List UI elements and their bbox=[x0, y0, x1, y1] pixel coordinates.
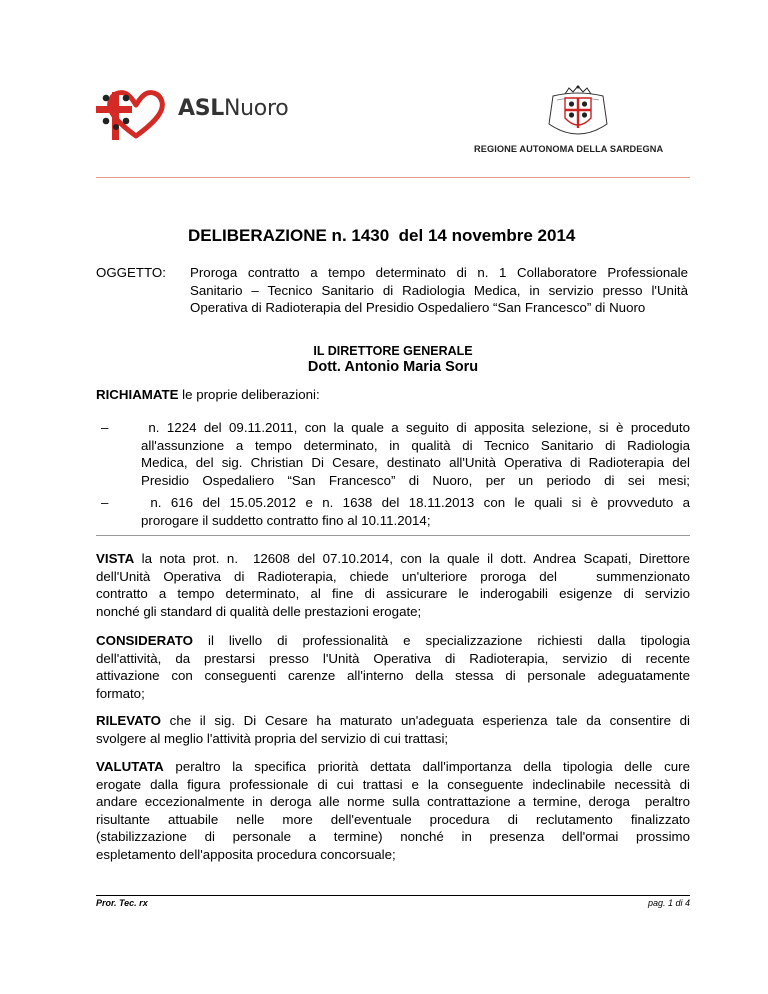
oggetto-line: Operativa di Radioterapia del Presidio Ospedaliero “San Francesco” di Nuoro bbox=[190, 300, 646, 316]
paragraph-line: dell'attività, da prestarsi presso l'Unità Operativa di Radioterapia, servizio di recente bbox=[96, 650, 690, 666]
richiamate-paragraph bbox=[96, 386, 690, 404]
paragraph-line: attivazione con conseguenti carenze all'interno della stessa di personale adeguatamente bbox=[96, 668, 690, 684]
bullet-dash: – bbox=[101, 420, 109, 435]
oggetto-text bbox=[190, 264, 688, 317]
richiamate-keyword: RICHIAMATE bbox=[96, 387, 179, 402]
director-name: Dott. Antonio Maria Soru bbox=[307, 359, 479, 375]
richiamate-text: le proprie deliberazioni: bbox=[178, 387, 320, 402]
paragraph-line: espletamento dell'apposita procedura concorsuale; bbox=[96, 846, 396, 862]
paragraph-line: peraltro la specifica priorità dettata dall'importanza della tipologia delle cure bbox=[163, 759, 690, 774]
page-number: pag. 1 di 4 bbox=[647, 898, 690, 908]
director-block bbox=[96, 344, 690, 376]
region-logo bbox=[470, 84, 690, 156]
bullet-line: all'assunzione a tempo determinato, in qualità di Tecnico Sanitario di Radiologia bbox=[141, 437, 690, 453]
oggetto-line: Sanitario – Tecnico Sanitario di Radiologia Medica, in servizio presso l'Unità bbox=[190, 282, 688, 298]
paragraph-line: formato; bbox=[96, 685, 145, 701]
asl-logo-text bbox=[178, 96, 288, 121]
footer-divider bbox=[96, 895, 690, 896]
bullet-line: n. 1224 del 09.11.2011, con la quale a seguito di apposita selezione, si è proceduto bbox=[141, 420, 690, 435]
considerato-paragraph bbox=[96, 632, 690, 702]
paragraph-line: erogate dalla figura professionale di cui trattasi e la conseguente indeclinabile necessità di bbox=[96, 776, 690, 792]
paragraph-line: risultante attuabile nelle more dell'eventuale procedura di reclutamento finalizzato bbox=[96, 811, 690, 827]
header-divider bbox=[96, 177, 690, 178]
bullet-dash: – bbox=[101, 495, 109, 510]
vista-paragraph bbox=[96, 550, 690, 620]
paragraph-line: andare eccezionalmente in deroga alle norme sulla contrattazione a termine, deroga peraltro bbox=[96, 794, 690, 810]
region-name: REGIONE AUTONOMA DELLA SARDEGNA bbox=[474, 144, 664, 154]
paragraph-line: contratto a tempo determinato, al fine di assicurare le inderogabili esigenze di servizio bbox=[96, 586, 690, 602]
paragraph-line: svolgere al meglio l'attività propria del servizio di cui trattasi; bbox=[96, 730, 449, 746]
bullet-line: Medica, del sig. Christian Di Cesare, destinato all'Unità Operativa di Radioterapia del bbox=[141, 455, 690, 471]
asl-heart-cross-icon bbox=[96, 84, 176, 144]
bullet-item bbox=[141, 419, 690, 489]
paragraph-line: dell'Unità Operativa di Radioterapia, chiede un'ulteriore proroga del summenzionato bbox=[96, 568, 690, 584]
bullet-line: prorogare il suddetto contratto fino al 10.11.2014; bbox=[141, 512, 431, 528]
valutata-keyword: VALUTATA bbox=[96, 759, 164, 774]
considerato-keyword: CONSIDERATO bbox=[96, 633, 194, 648]
bullet-line: Presidio Ospedaliero “San Francesco” di Nuoro, per un periodo di sei mesi; bbox=[141, 472, 690, 488]
section-divider bbox=[96, 535, 690, 536]
footer-ref: Pror. Tec. rx bbox=[96, 898, 148, 908]
asl-logo-bold: ASL bbox=[178, 96, 224, 121]
coat-of-arms-icon bbox=[543, 84, 613, 142]
bullet-item bbox=[141, 494, 690, 529]
valutata-paragraph bbox=[96, 758, 690, 864]
asl-logo bbox=[96, 84, 306, 144]
director-role: IL DIRETTORE GENERALE bbox=[313, 344, 473, 358]
paragraph-line: la nota prot. n. 12608 del 07.10.2014, con la quale il dott. Andrea Scapati, Direttore bbox=[134, 551, 690, 566]
oggetto-label: OGGETTO: bbox=[96, 265, 166, 280]
oggetto-line: Proroga contratto a tempo determinato di n. 1 Collaboratore Professionale bbox=[190, 265, 688, 280]
paragraph-line: (stabilizzazione di personale a termine) nonché in presenza dell'ormai prossimo bbox=[96, 829, 690, 845]
rilevato-paragraph bbox=[96, 712, 690, 747]
bullet-line: n. 616 del 15.05.2012 e n. 1638 del 18.11.2013 con le quali si è provveduto a bbox=[141, 495, 690, 510]
paragraph-line: il livello di professionalità e specializzazione richiesti dalla tipologia bbox=[193, 633, 690, 648]
paragraph-line: nonché gli standard di qualità delle prestazioni erogate; bbox=[96, 603, 422, 619]
asl-logo-light: Nuoro bbox=[224, 96, 289, 121]
vista-keyword: VISTA bbox=[96, 551, 135, 566]
paragraph-line: che il sig. Di Cesare ha maturato un'adeguata esperienza tale da consentire di bbox=[161, 713, 690, 728]
document-title: DELIBERAZIONE n. 1430 del 14 novembre 2014 bbox=[188, 226, 576, 245]
rilevato-keyword: RILEVATO bbox=[96, 713, 162, 728]
